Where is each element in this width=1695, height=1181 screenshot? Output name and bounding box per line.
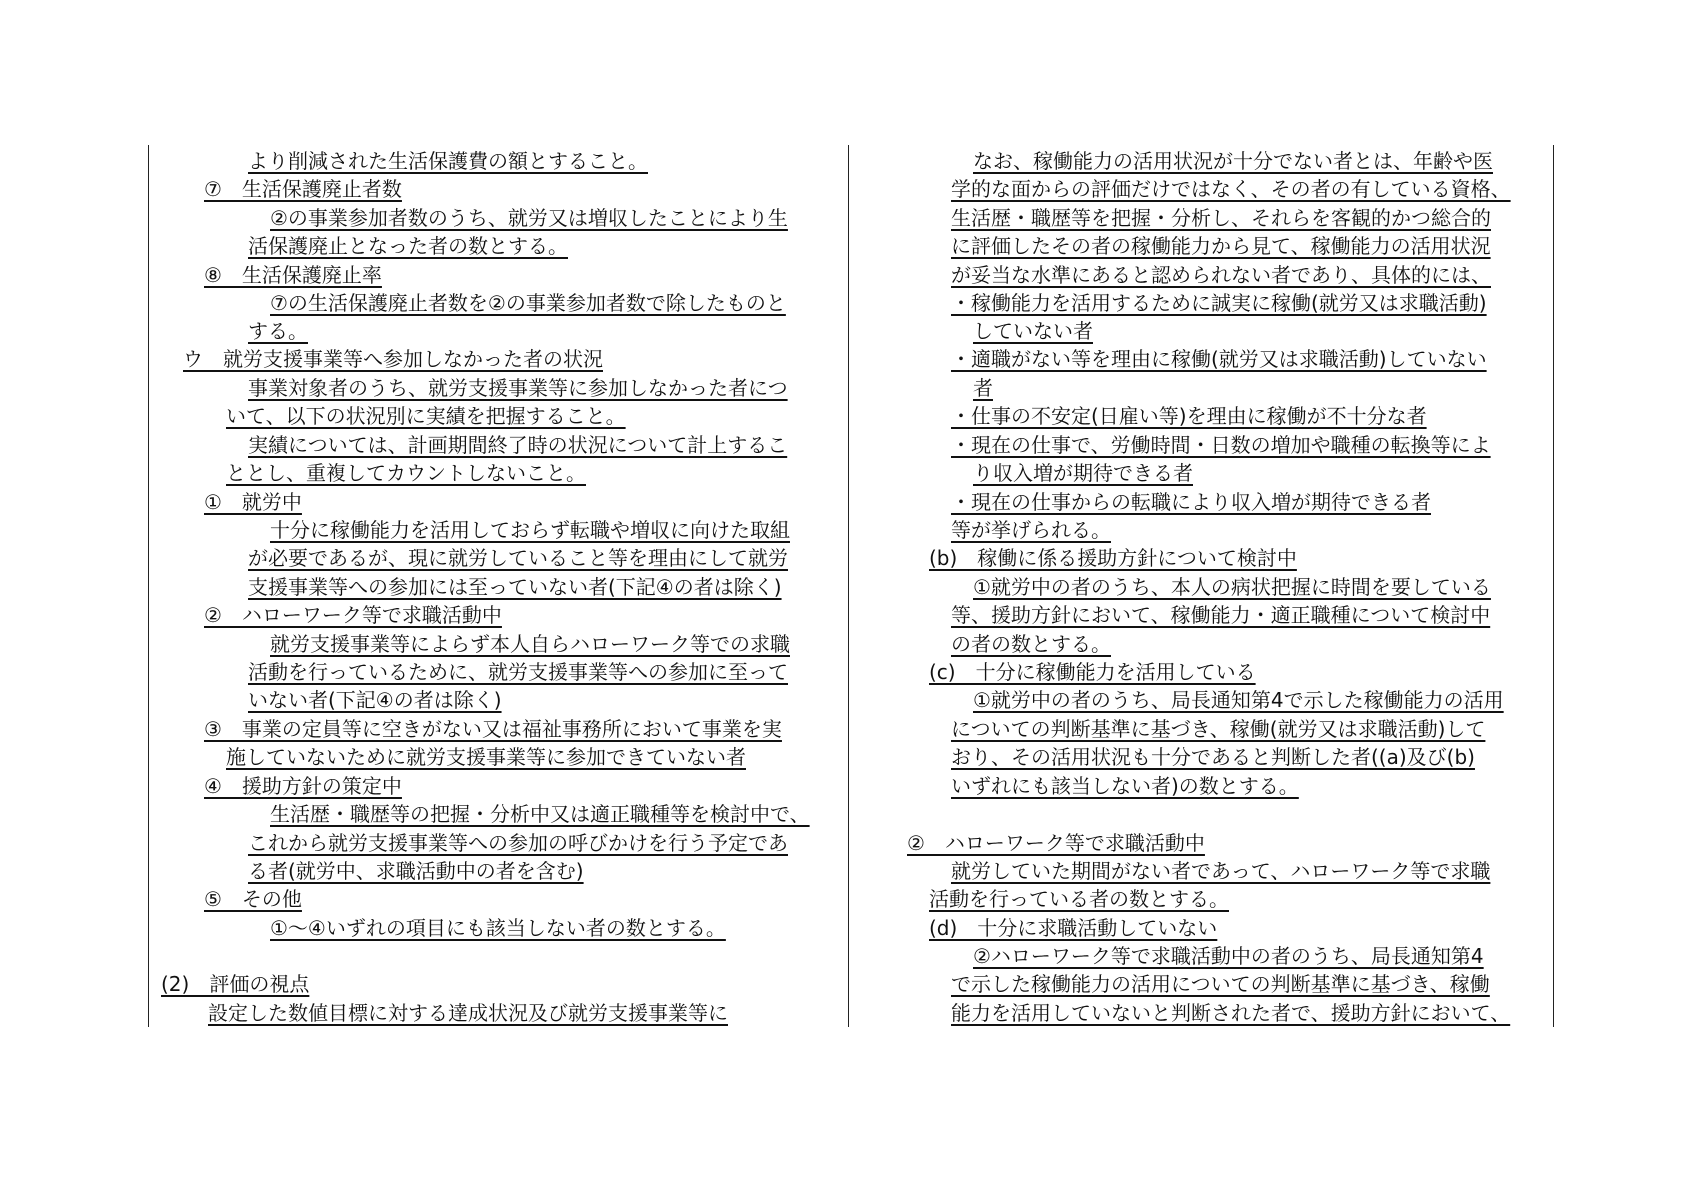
left-line-5: ⑧ 生活保護廃止率 — [204, 263, 382, 287]
center-divider-line — [848, 145, 849, 1027]
right-line-28: ②ハローワーク等で求職活動中の者のうち、局長通知第4 — [973, 944, 1484, 968]
left-line-28: ①～④いずれの項目にも該当しない者の数とする。 — [270, 916, 726, 940]
left-line-25: これから就労支援事業等への参加の呼びかけを行う予定であ — [248, 831, 788, 855]
left-line-23: ④ 援助方針の策定中 — [204, 774, 402, 798]
left-line-16: 支援事業等への参加には至っていない者(下記④の者は除く) — [248, 575, 782, 599]
left-line-15: が必要であるが、現に就労していること等を理由にして就労 — [248, 546, 788, 570]
right-line-20: ①就労中の者のうち、局長通知第4で示した稼働能力の活用 — [973, 688, 1504, 712]
right-line-19: (c) 十分に稼働能力を活用している — [929, 660, 1256, 684]
right-line-23: いずれにも該当しない者)の数とする。 — [951, 774, 1299, 798]
right-line-8: ・適職がない等を理由に稼働(就労又は求職活動)していない — [951, 347, 1487, 371]
right-line-21: についての判断基準に基づき、稼働(就労又は求職活動)して — [951, 717, 1486, 741]
left-line-10: いて、以下の状況別に実績を把握すること。 — [226, 404, 626, 428]
left-line-6: ⑦の生活保護廃止者数を②の事業参加者数で除したものと — [270, 291, 786, 315]
right-line-9: 者 — [973, 376, 993, 400]
left-line-21: ③ 事業の定員等に空きがない又は福祉事務所において事業を実 — [204, 717, 782, 741]
left-line-27: ⑤ その他 — [204, 887, 302, 911]
left-line-13: ① 就労中 — [204, 490, 302, 514]
left-line-1: より削減された生活保護費の額とすること。 — [248, 149, 648, 173]
left-line-3: ②の事業参加者数のうち、就労又は増収したことにより生 — [270, 206, 788, 230]
right-line-6: ・稼働能力を活用するために誠実に稼働(就労又は求職活動) — [951, 291, 1487, 315]
right-line-2: 学的な面からの評価だけではなく、その者の有している資格、 — [951, 177, 1511, 201]
left-line-14: 十分に稼働能力を活用しておらず転職や増収に向けた取組 — [270, 518, 790, 542]
left-line-20: いない者(下記④の者は除く) — [248, 688, 502, 712]
right-line-24: ② ハローワーク等で求職活動中 — [907, 831, 1205, 855]
right-line-13: ・現在の仕事からの転職により収入増が期待できる者 — [951, 490, 1431, 514]
left-line-30: 設定した数値目標に対する達成状況及び就労支援事業等に — [208, 1001, 728, 1025]
left-line-29: (2) 評価の視点 — [161, 972, 310, 996]
right-line-7: していない者 — [973, 319, 1093, 343]
left-line-18: 就労支援事業等によらず本人自らハローワーク等での求職 — [270, 632, 790, 656]
right-line-14: 等が挙げられる。 — [951, 518, 1111, 542]
left-line-17: ② ハローワーク等で求職活動中 — [204, 603, 502, 627]
right-line-15: (b) 稼働に係る援助方針について検討中 — [929, 546, 1297, 570]
right-line-30: 能力を活用していないと判断された者で、援助方針において、 — [951, 1001, 1511, 1025]
right-line-5: が妥当な水準にあると認められない者であり、具体的には、 — [951, 263, 1491, 287]
right-line-3: 生活歴・職歴等を把握・分析し、それらを客観的かつ総合的 — [951, 206, 1491, 230]
left-line-24: 生活歴・職歴等の把握・分析中又は適正職種等を検討中で、 — [270, 802, 810, 826]
right-line-27: (d) 十分に求職活動していない — [929, 916, 1218, 940]
right-line-11: ・現在の仕事で、労働時間・日数の増加や職種の転換等によ — [951, 433, 1491, 457]
left-line-2: ⑦ 生活保護廃止者数 — [204, 177, 402, 201]
right-line-1: なお、稼働能力の活用状況が十分でない者とは、年齢や医 — [973, 149, 1493, 173]
left-line-22: 施していないために就労支援事業等に参加できていない者 — [226, 745, 746, 769]
left-border-line — [148, 145, 149, 1027]
right-border-line — [1553, 145, 1554, 1027]
left-line-12: ととし、重複してカウントしないこと。 — [226, 461, 586, 485]
right-line-26: 活動を行っている者の数とする。 — [929, 887, 1229, 911]
right-line-12: り収入増が期待できる者 — [973, 461, 1193, 485]
left-line-19: 活動を行っているために、就労支援事業等への参加に至って — [248, 660, 788, 684]
right-line-22: おり、その活用状況も十分であると判断した者((a)及び(b) — [951, 745, 1475, 769]
left-line-11: 実績については、計画期間終了時の状況について計上するこ — [248, 433, 788, 457]
left-line-7: する。 — [248, 319, 308, 343]
right-line-10: ・仕事の不安定(日雇い等)を理由に稼働が不十分な者 — [951, 404, 1427, 428]
right-line-16: ①就労中の者のうち、本人の病状把握に時間を要している — [973, 575, 1491, 599]
right-line-18: の者の数とする。 — [951, 632, 1111, 656]
left-line-4: 活保護廃止となった者の数とする。 — [248, 234, 568, 258]
right-line-25: 就労していた期間がない者であって、ハローワーク等で求職 — [951, 859, 1491, 883]
left-line-9: 事業対象者のうち、就労支援事業等に参加しなかった者につ — [248, 376, 788, 400]
left-line-8: ウ 就労支援事業等へ参加しなかった者の状況 — [183, 347, 603, 371]
right-line-29: で示した稼働能力の活用についての判断基準に基づき、稼働 — [951, 972, 1490, 996]
right-line-4: に評価したその者の稼働能力から見て、稼働能力の活用状況 — [951, 234, 1491, 258]
left-line-26: る者(就労中、求職活動中の者を含む) — [248, 859, 584, 883]
right-line-17: 等、援助方針において、稼働能力・適正職種について検討中 — [951, 603, 1491, 627]
